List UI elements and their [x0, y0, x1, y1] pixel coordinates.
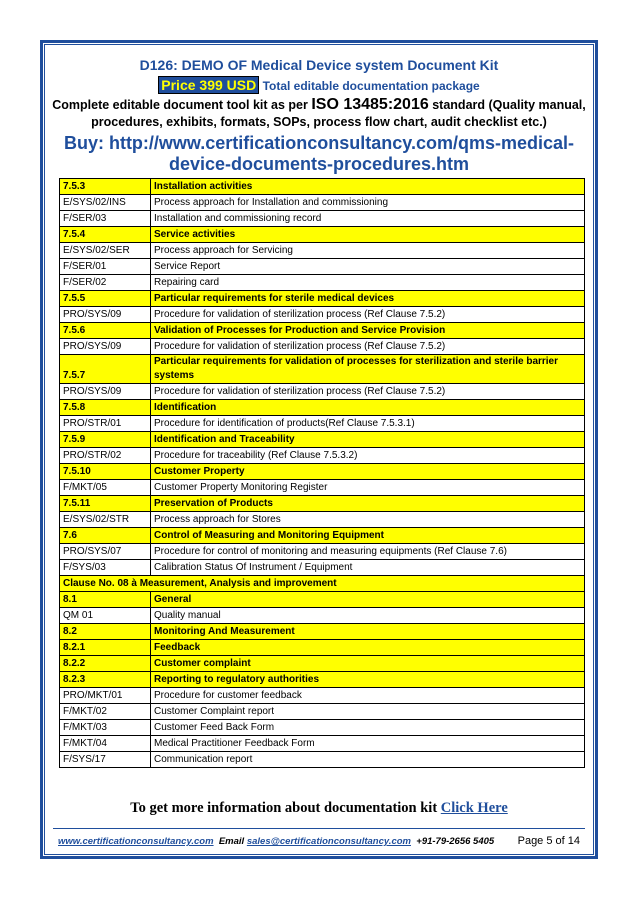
table-row — [60, 608, 585, 624]
click-here-link[interactable]: Click Here — [440, 800, 508, 816]
clause-heading-row — [60, 592, 585, 608]
table-row — [60, 195, 585, 211]
doc-description-cell: Preservation of Products — [151, 496, 585, 512]
table-row — [60, 704, 585, 720]
doc-description-cell: Procedure for identification of products(Ref Clause 7.5.3.1) — [151, 416, 585, 432]
more-info — [46, 800, 592, 817]
doc-code-cell: F/SER/01 — [60, 259, 151, 275]
doc-description-cell: Installation and commissioning record — [151, 211, 585, 227]
doc-code-cell: 7.5.10 — [60, 464, 151, 480]
doc-code-cell: F/SYS/17 — [60, 752, 151, 768]
doc-code-cell: E/SYS/02/SER — [60, 243, 151, 259]
more-info-text: To get more information about documentation kit — [130, 800, 438, 816]
buy-link[interactable] — [46, 133, 592, 175]
doc-code-cell: F/MKT/05 — [60, 480, 151, 496]
table-row — [60, 544, 585, 560]
table-row — [60, 512, 585, 528]
footer-website-link[interactable]: www.certificationconsultancy.com — [58, 836, 214, 847]
table-row — [60, 384, 585, 400]
footer-email-link[interactable]: sales@certificationconsultancy.com — [246, 836, 411, 847]
doc-code-cell: F/SER/02 — [60, 275, 151, 291]
table-row — [60, 752, 585, 768]
doc-description-cell: Repairing card — [151, 275, 585, 291]
doc-description-cell: Installation activities — [151, 179, 585, 195]
doc-code-cell: E/SYS/02/STR — [60, 512, 151, 528]
buy-link-line2[interactable]: device-documents-procedures.htm — [168, 154, 470, 174]
doc-description-cell: Customer Property Monitoring Register — [151, 480, 585, 496]
page-footer — [58, 836, 580, 847]
document-header — [46, 54, 592, 175]
doc-code-cell: PRO/SYS/09 — [60, 307, 151, 323]
doc-description-cell: Identification — [151, 400, 585, 416]
doc-code-cell: PRO/MKT/01 — [60, 688, 151, 704]
table-row — [60, 480, 585, 496]
doc-code-cell: 8.2.2 — [60, 656, 151, 672]
doc-description-cell: Monitoring And Measurement — [151, 624, 585, 640]
doc-code-cell: PRO/SYS/07 — [60, 544, 151, 560]
doc-code-cell: 7.5.3 — [60, 179, 151, 195]
doc-description-cell: Feedback — [151, 640, 585, 656]
doc-description-cell: Reporting to regulatory authorities — [151, 672, 585, 688]
desc-part1: Complete editable document tool kit as per — [52, 98, 308, 112]
doc-code-cell: F/MKT/04 — [60, 736, 151, 752]
doc-code-cell: 7.6 — [60, 528, 151, 544]
doc-code-cell: 8.2.1 — [60, 640, 151, 656]
section-heading: Clause No. 08 à Measurement, Analysis and improvement — [60, 576, 585, 592]
doc-description-cell: Particular requirements for validation of processes for sterilization and sterile barrier systems — [151, 355, 585, 384]
table-row — [60, 243, 585, 259]
clause-heading-row — [60, 496, 585, 512]
doc-description-cell: Validation of Processes for Production and Service Provision — [151, 323, 585, 339]
buy-link-line1[interactable]: Buy: http://www.certificationconsultancy.com/qms-medical- — [63, 133, 575, 153]
doc-description-cell: Customer Complaint report — [151, 704, 585, 720]
doc-description-cell: Process approach for Stores — [151, 512, 585, 528]
doc-description-cell: General — [151, 592, 585, 608]
clause-heading-row — [60, 640, 585, 656]
clause-heading-row — [60, 624, 585, 640]
doc-code-cell: 7.5.8 — [60, 400, 151, 416]
doc-description-cell: Particular requirements for sterile medical devices — [151, 291, 585, 307]
doc-code-cell: 7.5.11 — [60, 496, 151, 512]
doc-code-cell: PRO/STR/02 — [60, 448, 151, 464]
doc-code-cell: 7.5.6 — [60, 323, 151, 339]
doc-description-cell: Control of Measuring and Monitoring Equipment — [151, 528, 585, 544]
table-row — [60, 448, 585, 464]
table-row — [60, 720, 585, 736]
doc-description-cell: Customer Feed Back Form — [151, 720, 585, 736]
doc-code-cell: PRO/SYS/09 — [60, 384, 151, 400]
clause-heading-row — [60, 179, 585, 195]
doc-code-cell: PRO/STR/01 — [60, 416, 151, 432]
table-row — [60, 211, 585, 227]
doc-description-cell: Procedure for control of monitoring and measuring equipments (Ref Clause 7.6) — [151, 544, 585, 560]
desc-part2: standard (Quality manual, procedures, exhibits, formats, SOPs, process flow chart, audit checklist etc.) — [91, 98, 586, 129]
clause-heading-row — [60, 672, 585, 688]
doc-description-cell: Medical Practitioner Feedback Form — [151, 736, 585, 752]
clause-heading-row — [60, 576, 585, 592]
doc-code-cell: F/MKT/03 — [60, 720, 151, 736]
table-row — [60, 339, 585, 355]
doc-code-cell: 8.2.3 — [60, 672, 151, 688]
doc-description-cell: Procedure for validation of sterilization process (Ref Clause 7.5.2) — [151, 384, 585, 400]
table-row — [60, 560, 585, 576]
clause-heading-row — [60, 291, 585, 307]
doc-description-cell: Procedure for validation of sterilization process (Ref Clause 7.5.2) — [151, 339, 585, 355]
table-row — [60, 275, 585, 291]
doc-description-cell: Communication report — [151, 752, 585, 768]
table-row — [60, 416, 585, 432]
price-line — [46, 76, 592, 95]
clause-heading-row — [60, 400, 585, 416]
doc-code-cell: PRO/SYS/09 — [60, 339, 151, 355]
doc-code-cell: F/MKT/02 — [60, 704, 151, 720]
iso-standard: ISO 13485:2016 — [311, 96, 429, 113]
doc-description-cell: Procedure for customer feedback — [151, 688, 585, 704]
price-subtitle: Total editable documentation package — [262, 79, 480, 93]
doc-code-cell: F/SYS/03 — [60, 560, 151, 576]
doc-description-cell: Calibration Status Of Instrument / Equipment — [151, 560, 585, 576]
clause-heading-row — [60, 464, 585, 480]
page-number: Page 5 of 14 — [517, 835, 580, 847]
table-row — [60, 259, 585, 275]
footer-phone: +91-79-2656 5405 — [416, 836, 495, 847]
doc-code-cell: QM 01 — [60, 608, 151, 624]
table-row — [60, 688, 585, 704]
doc-description-cell: Customer complaint — [151, 656, 585, 672]
clause-heading-row — [60, 656, 585, 672]
doc-description-cell: Service Report — [151, 259, 585, 275]
table-row — [60, 736, 585, 752]
doc-description-cell: Quality manual — [151, 608, 585, 624]
doc-description-cell: Process approach for Installation and commissioning — [151, 195, 585, 211]
doc-code-cell: E/SYS/02/INS — [60, 195, 151, 211]
clause-heading-row — [60, 227, 585, 243]
footer-email-label: Email — [218, 836, 245, 847]
doc-description-cell: Procedure for validation of sterilization process (Ref Clause 7.5.2) — [151, 307, 585, 323]
doc-code-cell: 7.5.7 — [60, 355, 151, 384]
kit-description — [46, 96, 592, 131]
doc-description-cell: Procedure for traceability (Ref Clause 7.5.3.2) — [151, 448, 585, 464]
clause-heading-row — [60, 432, 585, 448]
doc-description-cell: Process approach for Servicing — [151, 243, 585, 259]
document-title: D126: DEMO OF Medical Device system Document Kit — [139, 57, 499, 73]
document-list-table — [59, 178, 585, 768]
price-badge: Price 399 USD — [158, 76, 259, 94]
doc-description-cell: Service activities — [151, 227, 585, 243]
clause-heading-row — [60, 323, 585, 339]
doc-code-cell: 8.1 — [60, 592, 151, 608]
clause-heading-row — [60, 528, 585, 544]
doc-description-cell: Customer Property — [151, 464, 585, 480]
doc-code-cell: 8.2 — [60, 624, 151, 640]
doc-code-cell: 7.5.5 — [60, 291, 151, 307]
clause-heading-row — [60, 355, 585, 384]
doc-code-cell: 7.5.4 — [60, 227, 151, 243]
doc-code-cell: 7.5.9 — [60, 432, 151, 448]
doc-code-cell: F/SER/03 — [60, 211, 151, 227]
footer-divider — [53, 828, 585, 829]
table-row — [60, 307, 585, 323]
doc-description-cell: Identification and Traceability — [151, 432, 585, 448]
